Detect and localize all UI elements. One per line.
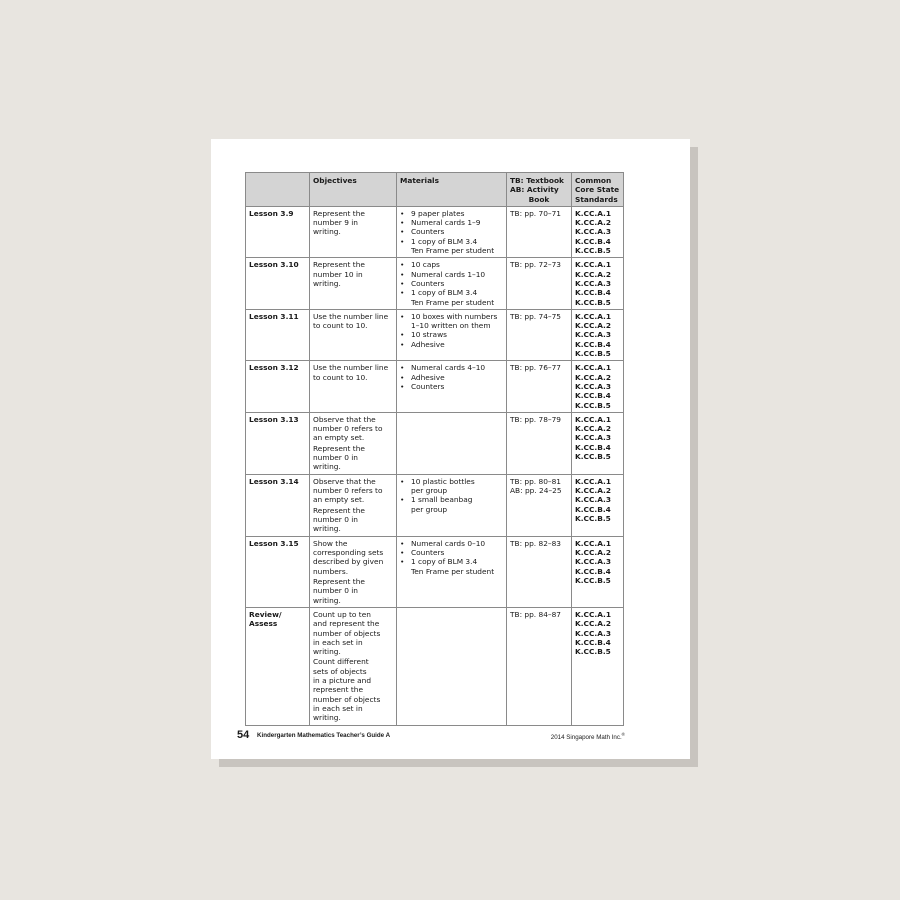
standard-code: K.CC.A.1 bbox=[575, 414, 611, 424]
material-item bbox=[400, 246, 503, 255]
material-text: 10 caps bbox=[411, 260, 440, 270]
standard-code: K.CC.A.1 bbox=[575, 208, 611, 218]
material-text: Numeral cards 4–10 bbox=[411, 363, 486, 373]
material-item bbox=[400, 495, 503, 504]
lesson-label: Lesson 3.13 bbox=[249, 414, 299, 424]
copyright-text: 2014 Singapore Math Inc. bbox=[550, 734, 622, 742]
material-item bbox=[400, 227, 503, 236]
lesson-cell bbox=[246, 607, 310, 725]
objective-line: writing. bbox=[313, 647, 341, 657]
material-item bbox=[400, 298, 503, 307]
header-standards-line: Common bbox=[575, 176, 612, 185]
standards-cell bbox=[572, 607, 624, 725]
material-item bbox=[400, 321, 503, 330]
book-pages: TB: pp. 70–71 bbox=[510, 208, 562, 218]
material-text: Ten Frame per student bbox=[411, 246, 495, 256]
objective-line: and represent the bbox=[313, 619, 380, 629]
objectives-cell bbox=[310, 607, 397, 725]
material-text: Numeral cards 0–10 bbox=[411, 538, 486, 548]
objective-line: writing. bbox=[313, 524, 341, 534]
objective-line: corresponding sets bbox=[313, 548, 384, 558]
materials-cell bbox=[397, 536, 507, 607]
standard-code: K.CC.B.5 bbox=[575, 246, 611, 256]
material-item bbox=[400, 548, 503, 557]
book-pages: TB: pp. 82–83 bbox=[510, 538, 562, 548]
bullet-icon: • bbox=[400, 381, 405, 391]
lesson-label: Lesson 3.9 bbox=[249, 208, 294, 218]
objective-line: Use the number line bbox=[313, 363, 389, 373]
standard-code: K.CC.A.2 bbox=[575, 372, 611, 382]
standard-code: K.CC.B.5 bbox=[575, 400, 611, 410]
material-text: 10 boxes with numbers bbox=[411, 311, 498, 321]
material-item bbox=[400, 209, 503, 218]
objective-paragraph bbox=[313, 415, 393, 443]
objectives-cell bbox=[310, 309, 397, 360]
standard-code: K.CC.A.2 bbox=[575, 218, 611, 228]
material-item bbox=[400, 382, 503, 391]
header-objectives: Objectives bbox=[310, 173, 397, 207]
lesson-label: Lesson 3.15 bbox=[249, 538, 299, 548]
objective-line: number 0 in bbox=[313, 515, 358, 525]
standard-code: K.CC.B.4 bbox=[575, 339, 611, 349]
bullet-icon: • bbox=[400, 339, 405, 349]
bullet-icon: • bbox=[400, 372, 405, 382]
page-number: 54 bbox=[237, 729, 250, 741]
bullet-icon: • bbox=[400, 538, 405, 548]
materials-cell bbox=[397, 361, 507, 412]
lesson-cell bbox=[246, 206, 310, 257]
lesson-plan-table bbox=[245, 172, 624, 726]
standard-code: K.CC.B.4 bbox=[575, 236, 611, 246]
objective-line: writing. bbox=[313, 278, 341, 288]
material-text: 1 copy of BLM 3.4 bbox=[411, 557, 478, 567]
material-text: 1 copy of BLM 3.4 bbox=[411, 236, 478, 246]
objective-paragraph bbox=[313, 506, 393, 534]
standard-code: K.CC.A.3 bbox=[575, 628, 611, 638]
standard-code: K.CC.A.2 bbox=[575, 321, 611, 331]
materials-cell bbox=[397, 309, 507, 360]
header-books bbox=[507, 173, 572, 207]
standard-code: K.CC.A.2 bbox=[575, 486, 611, 496]
standard-code: K.CC.A.2 bbox=[575, 424, 611, 434]
books-cell bbox=[507, 607, 572, 725]
objective-line: Observe that the bbox=[313, 476, 376, 486]
lesson-cell bbox=[246, 258, 310, 309]
bullet-icon: • bbox=[400, 208, 405, 218]
table-row bbox=[246, 361, 624, 412]
book-pages: AB: pp. 24–25 bbox=[510, 486, 562, 496]
objectives-cell bbox=[310, 258, 397, 309]
lesson-cell bbox=[246, 474, 310, 536]
material-text: Counters bbox=[411, 278, 445, 288]
bullet-icon: • bbox=[400, 330, 405, 340]
material-text: 1–10 written on them bbox=[411, 321, 491, 331]
lesson-cell bbox=[246, 309, 310, 360]
objective-line: Represent the bbox=[313, 505, 365, 515]
bullet-icon: • bbox=[400, 236, 405, 246]
table-row bbox=[246, 309, 624, 360]
books-cell bbox=[507, 412, 572, 474]
bullet-icon: • bbox=[400, 363, 405, 373]
materials-cell bbox=[397, 206, 507, 257]
header-materials: Materials bbox=[397, 173, 507, 207]
objective-line: sets of objects bbox=[313, 666, 367, 676]
objective-line: writing. bbox=[313, 713, 341, 723]
material-item bbox=[400, 373, 503, 382]
objective-line: number of objects bbox=[313, 694, 381, 704]
books-cell bbox=[507, 474, 572, 536]
material-text: Counters bbox=[411, 227, 445, 237]
objective-line: Represent the bbox=[313, 208, 365, 218]
bullet-icon: • bbox=[400, 548, 405, 558]
material-text: 10 plastic bottles bbox=[411, 476, 475, 486]
objective-line: number 0 in bbox=[313, 453, 358, 463]
standard-code: K.CC.B.4 bbox=[575, 504, 611, 514]
objective-paragraph bbox=[313, 312, 393, 331]
objective-line: Count up to ten bbox=[313, 609, 371, 619]
objectives-cell bbox=[310, 206, 397, 257]
material-text: Adhesive bbox=[411, 339, 445, 349]
material-text: Counters bbox=[411, 548, 445, 558]
standards-cell bbox=[572, 361, 624, 412]
standard-code: K.CC.A.3 bbox=[575, 227, 611, 237]
objective-line: an empty set. bbox=[313, 495, 365, 505]
document-page bbox=[211, 139, 690, 759]
material-text: 1 copy of BLM 3.4 bbox=[411, 288, 478, 298]
lesson-cell bbox=[246, 412, 310, 474]
objective-line: in a picture and bbox=[313, 675, 372, 685]
header-lesson bbox=[246, 173, 310, 207]
material-item bbox=[400, 539, 503, 548]
header-books-line: TB: Textbook bbox=[510, 176, 564, 185]
lesson-label: Lesson 3.12 bbox=[249, 363, 299, 373]
standard-code: K.CC.A.3 bbox=[575, 381, 611, 391]
standard-code: K.CC.A.2 bbox=[575, 548, 611, 558]
standard-code: K.CC.A.3 bbox=[575, 330, 611, 340]
objective-line: Represent the bbox=[313, 443, 365, 453]
table-row bbox=[246, 474, 624, 536]
standard-code: K.CC.A.1 bbox=[575, 311, 611, 321]
page-footer bbox=[237, 729, 625, 743]
material-item bbox=[400, 363, 503, 372]
material-item bbox=[400, 340, 503, 349]
standard-code: K.CC.A.1 bbox=[575, 538, 611, 548]
standard-code: K.CC.B.4 bbox=[575, 442, 611, 452]
objective-line: number of objects bbox=[313, 628, 381, 638]
objective-line: to count to 10. bbox=[313, 321, 368, 331]
objective-paragraph bbox=[313, 363, 393, 382]
objective-line: number 0 in bbox=[313, 586, 358, 596]
objective-paragraph bbox=[313, 610, 393, 656]
materials-cell bbox=[397, 607, 507, 725]
material-item bbox=[400, 486, 503, 495]
objective-paragraph bbox=[313, 260, 393, 288]
header-standards-line: Core State bbox=[575, 185, 620, 195]
books-cell bbox=[507, 206, 572, 257]
bullet-icon: • bbox=[400, 288, 405, 298]
objective-line: described by given bbox=[313, 557, 384, 567]
material-item bbox=[400, 505, 503, 514]
lesson-cell bbox=[246, 361, 310, 412]
objective-paragraph bbox=[313, 209, 393, 237]
material-item bbox=[400, 218, 503, 227]
standard-code: K.CC.A.3 bbox=[575, 557, 611, 567]
objective-line: writing. bbox=[313, 462, 341, 472]
standard-code: K.CC.B.5 bbox=[575, 514, 611, 524]
material-text: 10 straws bbox=[411, 330, 447, 340]
books-cell bbox=[507, 536, 572, 607]
material-item bbox=[400, 288, 503, 297]
objective-line: writing. bbox=[313, 227, 341, 237]
table-header-row bbox=[246, 173, 624, 207]
book-pages: TB: pp. 72–73 bbox=[510, 260, 562, 270]
material-item bbox=[400, 330, 503, 339]
standard-code: K.CC.B.4 bbox=[575, 391, 611, 401]
book-pages: TB: pp. 76–77 bbox=[510, 363, 562, 373]
material-text: per group bbox=[411, 504, 448, 514]
header-books-line: AB: Activity bbox=[510, 185, 559, 195]
bullet-icon: • bbox=[400, 278, 405, 288]
standards-cell bbox=[572, 412, 624, 474]
standard-code: K.CC.B.4 bbox=[575, 566, 611, 576]
objective-line: Count different bbox=[313, 657, 369, 667]
book-pages: TB: pp. 78–79 bbox=[510, 414, 562, 424]
table-body bbox=[246, 206, 624, 725]
lesson-label: Lesson 3.11 bbox=[249, 311, 299, 321]
objective-line: number 9 in bbox=[313, 218, 358, 228]
bullet-icon: • bbox=[400, 476, 405, 486]
lesson-label: Assess bbox=[249, 619, 278, 629]
table-row bbox=[246, 607, 624, 725]
objective-paragraph bbox=[313, 539, 393, 576]
objectives-cell bbox=[310, 474, 397, 536]
standard-code: K.CC.A.3 bbox=[575, 495, 611, 505]
books-cell bbox=[507, 258, 572, 309]
objective-line: Represent the bbox=[313, 577, 365, 587]
header-books-line: Book bbox=[528, 194, 550, 204]
standard-code: K.CC.B.5 bbox=[575, 349, 611, 359]
standard-code: K.CC.A.1 bbox=[575, 260, 611, 270]
bullet-icon: • bbox=[400, 557, 405, 567]
materials-cell bbox=[397, 258, 507, 309]
standard-code: K.CC.B.4 bbox=[575, 637, 611, 647]
objective-line: Observe that the bbox=[313, 414, 376, 424]
standard-code: K.CC.A.2 bbox=[575, 269, 611, 279]
book-pages: TB: pp. 84–87 bbox=[510, 609, 562, 619]
bullet-icon: • bbox=[400, 269, 405, 279]
objectives-cell bbox=[310, 536, 397, 607]
objective-line: Use the number line bbox=[313, 311, 389, 321]
lesson-cell bbox=[246, 536, 310, 607]
book-title: Kindergarten Mathematics Teacher’s Guide A bbox=[257, 732, 391, 739]
material-text: Counters bbox=[411, 381, 445, 391]
materials-cell bbox=[397, 474, 507, 536]
material-item bbox=[400, 477, 503, 486]
header-standards-line: Standards bbox=[575, 194, 618, 204]
bullet-icon: • bbox=[400, 311, 405, 321]
standard-code: K.CC.A.1 bbox=[575, 609, 611, 619]
objective-line: to count to 10. bbox=[313, 372, 368, 382]
material-text: Numeral cards 1–10 bbox=[411, 269, 486, 279]
material-item bbox=[400, 557, 503, 566]
standards-cell bbox=[572, 536, 624, 607]
material-item bbox=[400, 279, 503, 288]
material-text: Adhesive bbox=[411, 372, 445, 382]
books-cell bbox=[507, 309, 572, 360]
material-item bbox=[400, 270, 503, 279]
objective-line: in each set in bbox=[313, 637, 363, 647]
lesson-label: Lesson 3.14 bbox=[249, 476, 299, 486]
registered-mark: ® bbox=[621, 732, 625, 737]
table-row bbox=[246, 258, 624, 309]
objective-line: an empty set. bbox=[313, 433, 365, 443]
objective-paragraph bbox=[313, 577, 393, 605]
bullet-icon: • bbox=[400, 495, 405, 505]
material-item bbox=[400, 567, 503, 576]
objective-line: number 0 refers to bbox=[313, 424, 383, 434]
standard-code: K.CC.A.2 bbox=[575, 619, 611, 629]
material-text: per group bbox=[411, 486, 448, 496]
lesson-label: Review/ bbox=[249, 609, 282, 619]
standard-code: K.CC.A.3 bbox=[575, 278, 611, 288]
bullet-icon: • bbox=[400, 218, 405, 228]
standard-code: K.CC.B.5 bbox=[575, 452, 611, 462]
table-row bbox=[246, 412, 624, 474]
objective-line: number 10 in bbox=[313, 269, 363, 279]
objective-paragraph bbox=[313, 477, 393, 505]
objective-line: in each set in bbox=[313, 703, 363, 713]
objective-line: number 0 refers to bbox=[313, 486, 383, 496]
lesson-label: Lesson 3.10 bbox=[249, 260, 299, 270]
bullet-icon: • bbox=[400, 227, 405, 237]
standards-cell bbox=[572, 474, 624, 536]
objective-line: represent the bbox=[313, 685, 363, 695]
standard-code: K.CC.A.3 bbox=[575, 433, 611, 443]
table-row bbox=[246, 206, 624, 257]
standards-cell bbox=[572, 258, 624, 309]
book-pages: TB: pp. 74–75 bbox=[510, 311, 562, 321]
material-item bbox=[400, 260, 503, 269]
standards-cell bbox=[572, 206, 624, 257]
objective-line: numbers. bbox=[313, 566, 349, 576]
material-text: Ten Frame per student bbox=[411, 297, 495, 307]
copyright-notice bbox=[551, 732, 625, 741]
material-text: 1 small beanbag bbox=[411, 495, 473, 505]
material-item bbox=[400, 312, 503, 321]
standard-code: K.CC.B.5 bbox=[575, 297, 611, 307]
books-cell bbox=[507, 361, 572, 412]
objective-line: Show the bbox=[313, 538, 348, 548]
material-text: Numeral cards 1–9 bbox=[411, 218, 481, 228]
standard-code: K.CC.A.1 bbox=[575, 476, 611, 486]
objective-paragraph bbox=[313, 444, 393, 472]
book-pages: TB: pp. 80–81 bbox=[510, 476, 562, 486]
objective-line: Represent the bbox=[313, 260, 365, 270]
standard-code: K.CC.B.4 bbox=[575, 288, 611, 298]
material-text: Ten Frame per student bbox=[411, 566, 495, 576]
table-row bbox=[246, 536, 624, 607]
objectives-cell bbox=[310, 361, 397, 412]
standard-code: K.CC.B.5 bbox=[575, 647, 611, 657]
standards-cell bbox=[572, 309, 624, 360]
objectives-cell bbox=[310, 412, 397, 474]
standard-code: K.CC.A.1 bbox=[575, 363, 611, 373]
objective-paragraph bbox=[313, 657, 393, 722]
materials-cell bbox=[397, 412, 507, 474]
header-standards bbox=[572, 173, 624, 207]
material-item bbox=[400, 237, 503, 246]
standard-code: K.CC.B.5 bbox=[575, 576, 611, 586]
material-text: 9 paper plates bbox=[411, 208, 465, 218]
objective-line: writing. bbox=[313, 595, 341, 605]
bullet-icon: • bbox=[400, 260, 405, 270]
